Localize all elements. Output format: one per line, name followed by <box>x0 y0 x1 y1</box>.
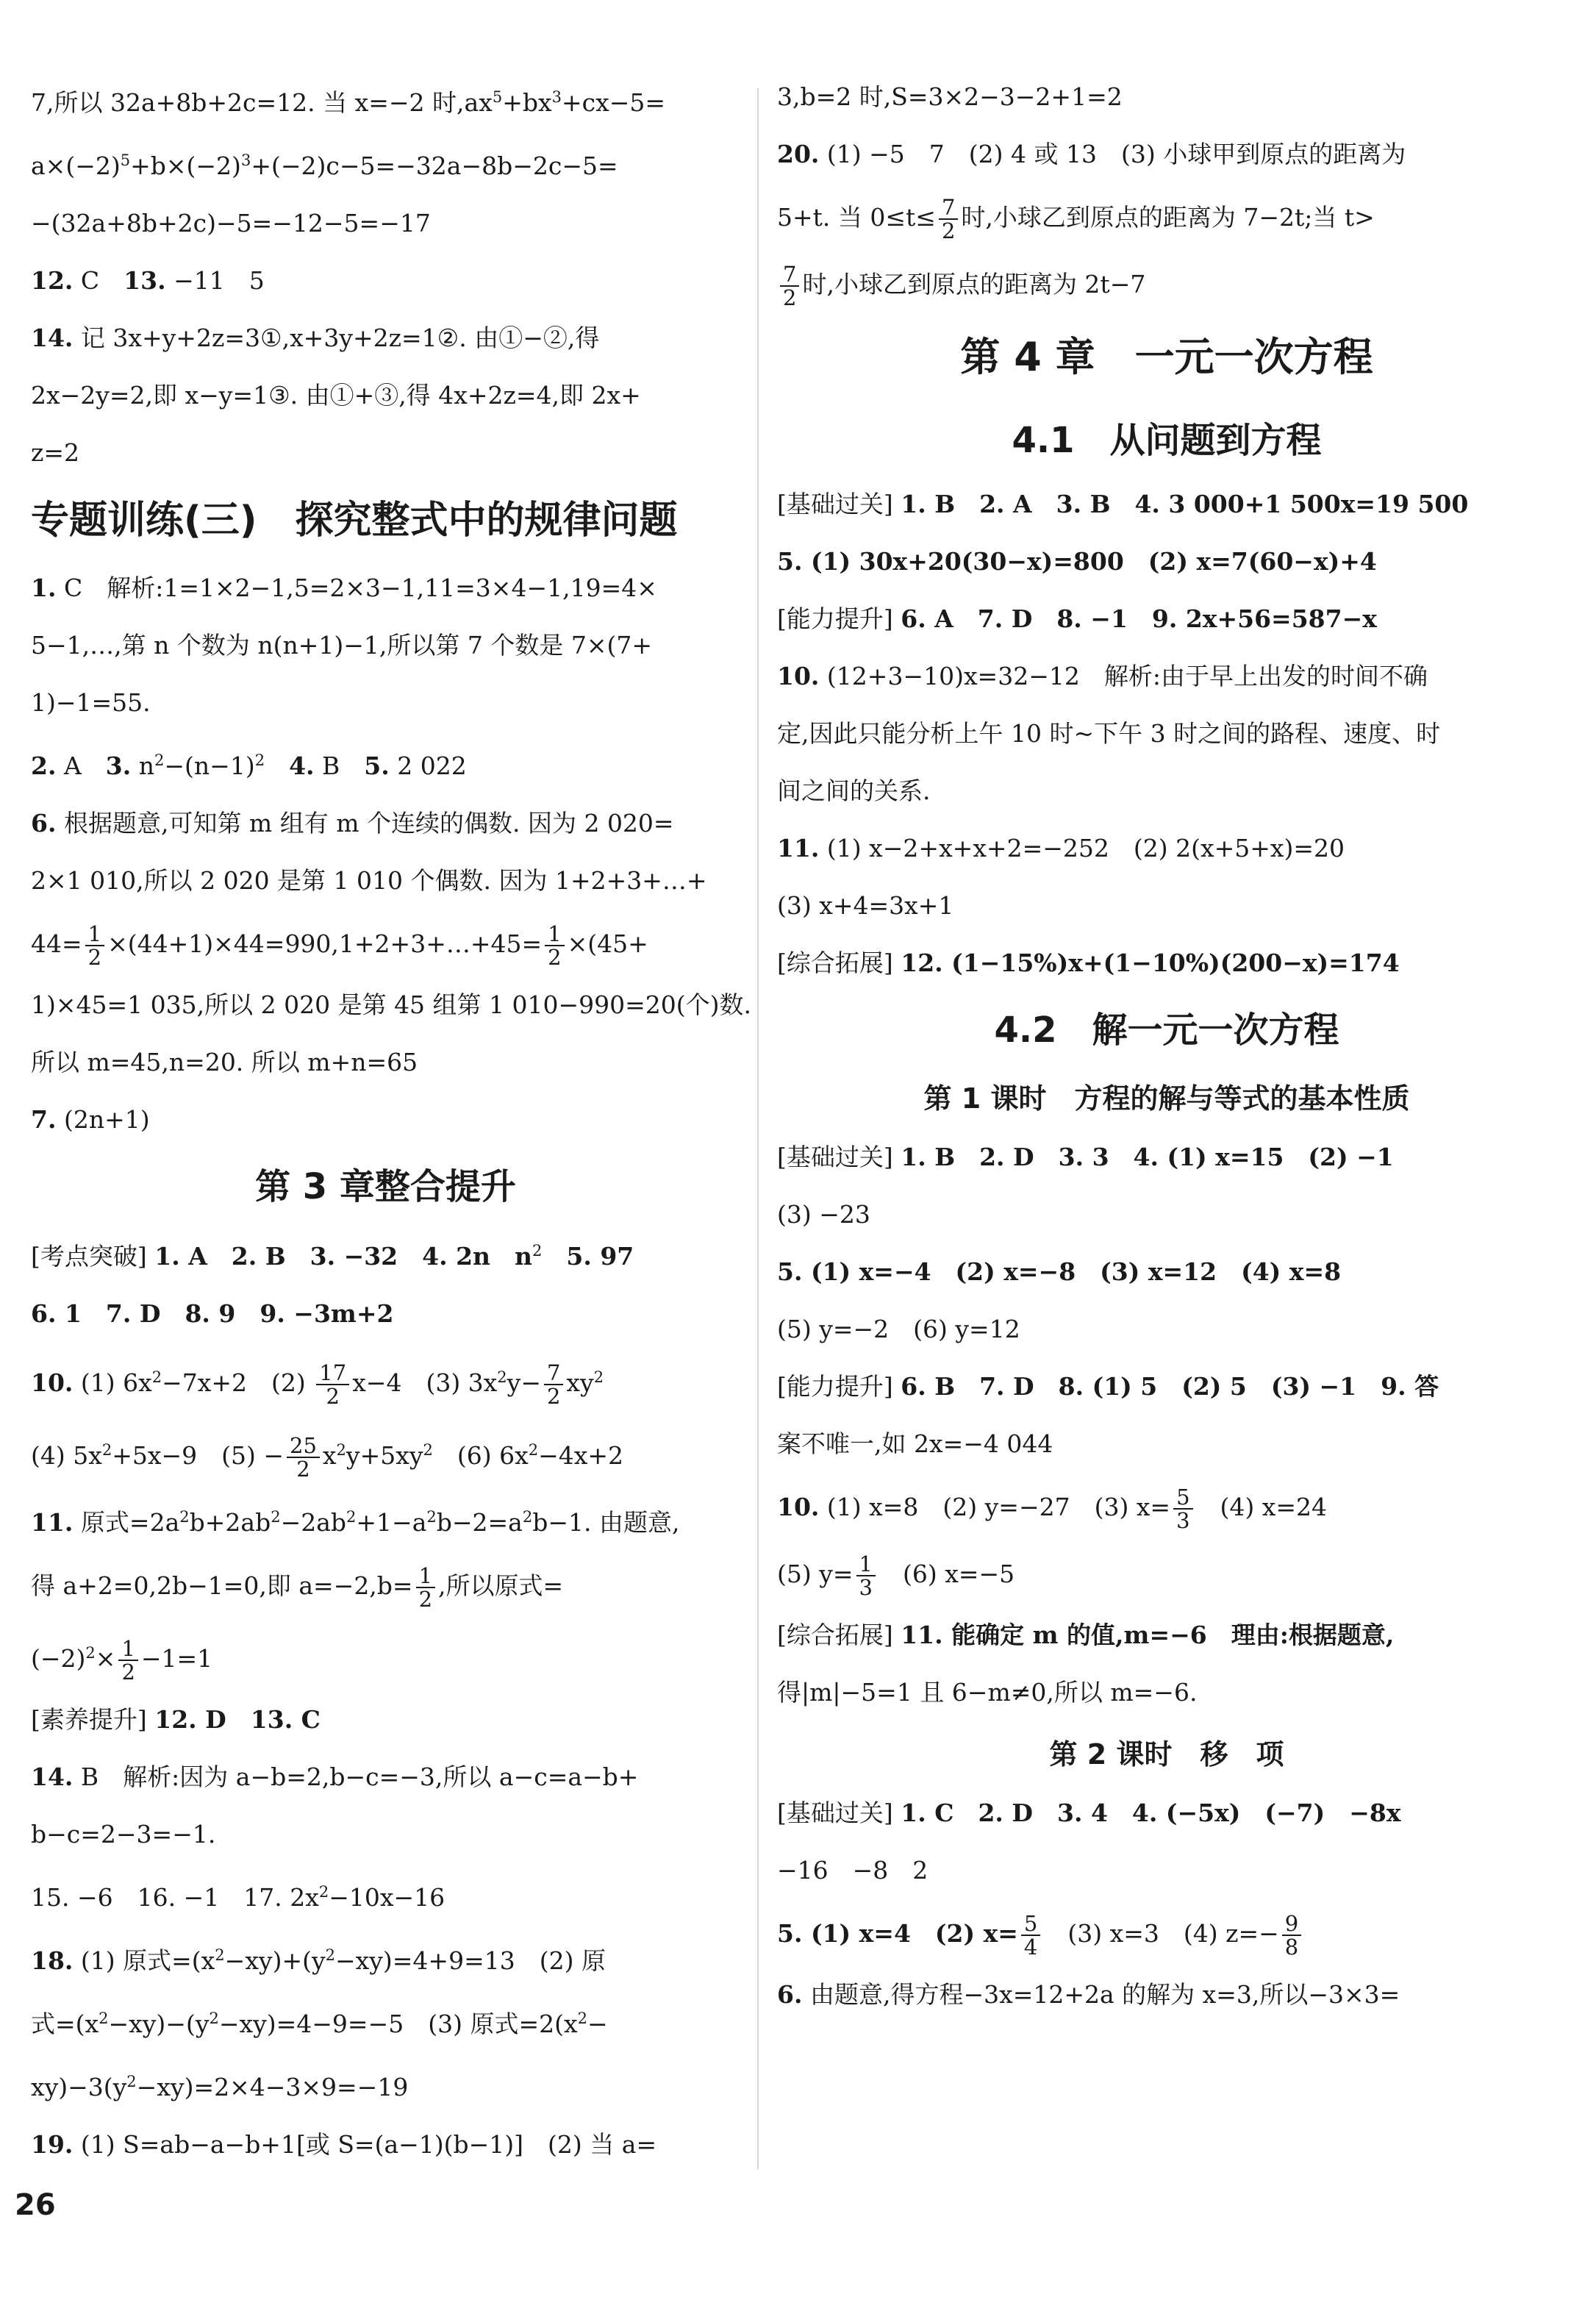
superscript: 3 <box>551 88 562 106</box>
text: (1) x=8 (2) y=−27 (3) x= <box>826 1493 1171 1521</box>
answer-line: 所以 m=45,n=20. 所以 m+n=65 <box>31 1048 418 1076</box>
text: (1) 原式=(x <box>80 1946 215 1975</box>
denominator: 8 <box>1284 1935 1299 1960</box>
superscript: 2 <box>254 751 265 769</box>
superscript: 2 <box>497 1368 507 1386</box>
numerator: 5 <box>1173 1486 1192 1510</box>
answer-line <box>777 1619 1556 1651</box>
text: (4) 5x <box>31 1441 102 1470</box>
answer: 6. B 7. D 8. (1) 5 (2) 5 (3) −1 9. 答 <box>901 1372 1439 1401</box>
text: −xy)−(y <box>108 2010 210 2038</box>
question-number: 2. <box>31 751 57 780</box>
answer-line: 1)×45=1 035,所以 2 020 是第 45 组第 1 010−990=20(个)数. <box>31 990 752 1019</box>
answer-line: −(32a+8b+2c)−5=−12−5=−17 <box>31 209 431 237</box>
question-number: 6. <box>31 809 57 837</box>
text: +5x−9 (5) − <box>112 1441 285 1470</box>
lesson-title: 第 2 课时 移 项 <box>1049 1738 1284 1771</box>
answer-line <box>777 262 1556 309</box>
answer-line <box>777 832 1556 865</box>
answer: 6. A 7. D 8. −1 9. 2x+56=587−x <box>901 604 1377 633</box>
topic-title: 专题训练(三) 探究整式中的规律问题 <box>31 499 678 543</box>
text: −xy)=4−9=−5 (3) 原式=2(x <box>218 2010 578 2038</box>
numerator: 1 <box>545 923 564 946</box>
text: (1) 6x <box>80 1368 152 1397</box>
answer-line: 定,因此只能分析上午 10 时~下午 3 时之间的路程、速度、时 <box>777 719 1441 748</box>
question-number: 10. <box>777 1493 820 1521</box>
answer-line: (3) x+4=3x+1 <box>777 891 954 920</box>
answer-line <box>31 744 740 782</box>
numerator: 9 <box>1282 1912 1301 1936</box>
text: y+5xy <box>346 1441 423 1470</box>
answer-line: 5. (1) 30x+20(30−x)=800 (2) x=7(60−x)+4 <box>777 547 1377 576</box>
question-number: 14. <box>31 1762 74 1791</box>
question-number: 20. <box>777 140 820 168</box>
text: (6) x=−5 <box>878 1560 1015 1588</box>
text: −xy)+(y <box>224 1946 326 1975</box>
answer-line <box>777 1797 1556 1829</box>
answer: 记 3x+y+2z=3①,x+3y+2z=1②. 由①−②,得 <box>80 324 600 352</box>
answer-line <box>31 1939 740 1977</box>
answer-line: 3,b=2 时,S=3×2−3−2+1=2 <box>777 82 1123 111</box>
question-number: 19. <box>31 2130 74 2159</box>
text: y− <box>507 1368 541 1397</box>
superscript: 2 <box>577 2010 587 2027</box>
text: a×(−2) <box>31 151 121 180</box>
denominator: 2 <box>326 1384 340 1409</box>
answer: 1. A 2. B 3. −32 4. 2n n <box>154 1242 533 1271</box>
fraction <box>287 1435 320 1480</box>
answer-line <box>777 1912 1556 1958</box>
numerator: 5 <box>1021 1912 1040 1936</box>
text: 44= <box>31 929 82 958</box>
answer-line <box>31 1761 740 1793</box>
superscript: 5 <box>492 88 503 106</box>
text: 7,所以 32a+8b+2c=12. 当 x=−2 时,ax <box>31 88 493 117</box>
answer-line <box>777 660 1556 693</box>
text: (−2) <box>31 1644 86 1673</box>
answer: n <box>138 751 155 780</box>
fraction <box>544 1362 563 1407</box>
answer-line: 2×1 010,所以 2 020 是第 1 010 个偶数. 因为 1+2+3+…+ <box>31 866 707 895</box>
section-tag: [考点突破] <box>31 1242 147 1271</box>
question-number: 13. <box>124 266 166 295</box>
superscript: 2 <box>423 1441 433 1459</box>
superscript: 2 <box>271 1508 281 1526</box>
question-number: 4. <box>289 751 315 780</box>
answer: 1. B 2. A 3. B 4. 3 000+1 500x=19 500 <box>901 490 1469 518</box>
question-number: 1. <box>31 574 57 602</box>
text: b+2ab <box>189 1508 271 1537</box>
text: ,所以原式= <box>438 1571 564 1600</box>
section-tag: [综合拓展] <box>777 1621 893 1649</box>
text: (3) x=3 (4) z=− <box>1043 1919 1279 1948</box>
text: x−4 (3) 3x <box>352 1368 498 1397</box>
text: (5) y= <box>777 1560 854 1588</box>
answer: 12. D 13. C <box>154 1705 321 1734</box>
answer: (1) x−2+x+x+2=−252 (2) 2(x+5+x)=20 <box>826 834 1345 862</box>
question-number: 18. <box>31 1946 74 1975</box>
answer-line <box>31 1355 740 1407</box>
fraction <box>1282 1912 1301 1958</box>
text: x <box>322 1441 337 1470</box>
superscript: 2 <box>325 1946 335 1964</box>
question-number: 6. <box>777 1980 803 2009</box>
answer-line <box>31 1428 740 1480</box>
section-tag: [综合拓展] <box>777 949 893 977</box>
answer-line <box>777 1371 1556 1403</box>
denominator: 2 <box>783 285 797 310</box>
answer-line: 5. (1) x=−4 (2) x=−8 (3) x=12 (4) x=8 <box>777 1257 1342 1286</box>
text: b−2=a <box>436 1508 523 1537</box>
page-number: 26 <box>15 2188 56 2222</box>
answer-line: 1)−1=55. <box>31 688 151 717</box>
superscript: 2 <box>99 2010 109 2027</box>
superscript: 2 <box>318 1883 329 1901</box>
fraction <box>1173 1486 1192 1532</box>
superscript: 2 <box>336 1441 346 1459</box>
text: (4) x=24 <box>1195 1493 1328 1521</box>
numerator: 1 <box>85 923 104 946</box>
text: 时,小球乙到原点的距离为 7−2t;当 t> <box>961 203 1375 232</box>
answer-line <box>31 922 740 968</box>
section-tag: [基础过关] <box>777 1143 893 1171</box>
section-title: 4.1 从问题到方程 <box>1012 420 1322 461</box>
answer: (1) −5 7 (2) 4 或 13 (3) 小球甲到原点的距离为 <box>826 140 1406 168</box>
answer: C 解析:1=1×2−1,5=2×3−1,11=3×4−1,19=4× <box>63 574 657 602</box>
text: (6) 6x <box>432 1441 529 1470</box>
question-number: 11. <box>777 834 820 862</box>
section-tag: [素养提升] <box>31 1705 147 1734</box>
section-tag: [能力提升] <box>777 604 893 633</box>
denominator: 2 <box>296 1457 310 1482</box>
text: −4x+2 <box>538 1441 623 1470</box>
text: xy <box>566 1368 594 1397</box>
answer: C <box>80 266 100 295</box>
answer-line <box>777 488 1556 521</box>
denominator: 2 <box>941 218 956 243</box>
text: ×(45+ <box>567 929 648 958</box>
numerator: 1 <box>856 1553 876 1576</box>
answer-line: −16 −8 2 <box>777 1856 928 1885</box>
answer-line: 5−1,…,第 n 个数为 n(n+1)−1,所以第 7 个数是 7×(7+ <box>31 631 653 660</box>
superscript: 3 <box>240 151 251 169</box>
denominator: 2 <box>87 945 102 970</box>
answer-line: (3) −23 <box>777 1200 870 1229</box>
text: 得 a+2=0,2b−1=0,即 a=−2,b= <box>31 1571 413 1600</box>
denominator: 2 <box>546 1384 561 1409</box>
chapter-title: 第 4 章 一元一次方程 <box>960 334 1373 380</box>
numerator: 1 <box>416 1565 435 1588</box>
answer-line: 2x−2y=2,即 x−y=1③. 由①+③,得 4x+2z=4,即 2x+ <box>31 381 641 410</box>
answer-line: 案不唯一,如 2x=−4 044 <box>777 1429 1053 1458</box>
answer-line <box>31 572 740 604</box>
numerator: 7 <box>544 1362 563 1385</box>
denominator: 2 <box>548 945 562 970</box>
answer-line <box>31 81 740 119</box>
text: 式=(x <box>31 2010 99 2038</box>
text: −7x+2 (2) <box>162 1368 314 1397</box>
answer: 1. B 2. D 3. 3 4. (1) x=15 (2) −1 <box>901 1143 1394 1171</box>
text: ×(44+1)×44=990,1+2+3+…+45= <box>107 929 543 958</box>
answer-line <box>31 1235 740 1273</box>
question-number: 3. <box>105 751 132 780</box>
answer: 12. (1−15%)x+(1−10%)(200−x)=174 <box>901 949 1400 977</box>
text: +1−a <box>356 1508 427 1537</box>
text: xy)−3(y <box>31 2073 127 2101</box>
question-number: 10. <box>777 662 820 690</box>
answer-line <box>31 1564 740 1610</box>
fraction <box>545 923 564 968</box>
answer-line <box>777 138 1556 171</box>
superscript: 2 <box>101 1441 112 1459</box>
numerator: 25 <box>287 1435 320 1458</box>
denominator: 2 <box>418 1587 433 1612</box>
answer-line: 得|m|−5=1 且 6−m≠0,所以 m=−6. <box>777 1678 1198 1707</box>
question-number: 11. <box>31 1508 74 1537</box>
answer-line <box>31 2065 740 2104</box>
superscript: 2 <box>209 2010 219 2027</box>
answer-line-14 <box>31 322 740 354</box>
answer-line <box>777 1485 1556 1532</box>
answer-line <box>31 144 740 182</box>
answer-line <box>777 603 1556 635</box>
left-column <box>31 81 752 2186</box>
superscript: 2 <box>528 1441 539 1459</box>
answer: 1. C 2. D 3. 4 4. (−5x) (−7) −8x <box>901 1799 1401 1827</box>
superscript: 5 <box>120 151 131 169</box>
fraction <box>416 1565 435 1610</box>
answer-line: b−c=2−3=−1. <box>31 1820 216 1849</box>
answer-line <box>777 947 1556 979</box>
numerator: 1 <box>118 1637 137 1661</box>
question-number: 10. <box>31 1368 74 1397</box>
answer-line <box>31 1104 740 1136</box>
fraction <box>939 196 958 242</box>
superscript: 2 <box>346 1508 357 1526</box>
answer-line <box>777 1552 1556 1599</box>
answer-line <box>777 1979 1556 2011</box>
text: −2ab <box>280 1508 347 1537</box>
answer: −11 5 <box>173 266 265 295</box>
numerator: 17 <box>316 1362 349 1385</box>
text: +(−2)c−5=−32a−8b−2c−5= <box>251 151 618 180</box>
answer-line <box>31 807 740 840</box>
answer: (2n+1) <box>63 1105 150 1134</box>
answer: 根据题意,可知第 m 组有 m 个连续的偶数. 因为 2 020= <box>63 809 674 837</box>
answer: A <box>63 751 82 780</box>
answer: B 解析:因为 a−b=2,b−c=−3,所以 a−c=a−b+ <box>80 1762 639 1791</box>
answer: 15. −6 16. −1 17. 2x <box>31 1883 319 1912</box>
answer-line <box>31 1876 740 1914</box>
answer: −(n−1) <box>164 751 255 780</box>
answer-line: 6. 1 7. D 8. 9 9. −3m+2 <box>31 1299 394 1328</box>
question-number: 7. <box>31 1105 57 1134</box>
superscript: 2 <box>215 1946 225 1964</box>
fraction <box>85 923 104 968</box>
denominator: 2 <box>121 1660 135 1685</box>
answer-line <box>31 1631 740 1683</box>
text: −xy)=4+9=13 (2) 原 <box>335 1946 606 1975</box>
superscript: 2 <box>154 751 165 769</box>
question-number: 14. <box>31 324 74 352</box>
superscript: 2 <box>593 1368 604 1386</box>
answer-line: (5) y=−2 (6) y=12 <box>777 1315 1020 1343</box>
answer-line <box>31 1501 740 1539</box>
text: +bx <box>502 88 552 117</box>
text: +b×(−2) <box>130 151 241 180</box>
answer-line: z=2 <box>31 438 80 467</box>
right-column <box>777 81 1556 2036</box>
answer: (12+3−10)x=32−12 解析:由于早上出发的时间不确 <box>826 662 1428 690</box>
superscript: 2 <box>426 1508 437 1526</box>
question-number: 12. <box>31 266 74 295</box>
superscript: 2 <box>532 1242 543 1260</box>
chapter-review-title: 第 3 章整合提升 <box>255 1166 516 1207</box>
superscript: 2 <box>126 2073 137 2090</box>
text: × <box>95 1644 116 1673</box>
lesson-title: 第 1 课时 方程的解与等式的基本性质 <box>923 1082 1410 1115</box>
answer-line <box>777 1141 1556 1174</box>
fraction <box>316 1362 349 1407</box>
denominator: 4 <box>1023 1935 1038 1960</box>
column-divider <box>757 88 759 2169</box>
text: 5. (1) x=4 (2) x= <box>777 1919 1018 1948</box>
text: −xy)=2×4−3×9=−19 <box>136 2073 409 2101</box>
section-tag: [能力提升] <box>777 1372 893 1401</box>
answer: −10x−16 <box>329 1883 445 1912</box>
fraction <box>856 1553 876 1599</box>
answer-line-12-13 <box>31 265 740 297</box>
superscript: 2 <box>85 1644 96 1662</box>
answer-line <box>777 196 1556 242</box>
text: 时,小球乙到原点的距离为 2t−7 <box>802 270 1146 299</box>
text: +cx−5= <box>561 88 666 117</box>
fraction <box>118 1637 137 1683</box>
section-title: 4.2 解一元一次方程 <box>994 1010 1339 1051</box>
numerator: 7 <box>939 196 958 220</box>
text: 5+t. 当 0≤t≤ <box>777 203 936 232</box>
answer: 5. 97 <box>542 1242 634 1271</box>
text: 原式=2a <box>80 1508 180 1537</box>
text: b−1. 由题意, <box>532 1508 680 1537</box>
section-tag: [基础过关] <box>777 490 893 518</box>
text: − <box>587 2010 608 2038</box>
answer: 2 022 <box>397 751 467 780</box>
answer-line <box>31 2002 740 2040</box>
text: −1=1 <box>140 1644 213 1673</box>
denominator: 3 <box>859 1575 873 1600</box>
answer-line <box>31 2129 740 2161</box>
answer: 11. 能确定 m 的值,m=−6 理由:根据题意, <box>901 1621 1395 1649</box>
superscript: 2 <box>179 1508 190 1526</box>
denominator: 3 <box>1176 1508 1190 1533</box>
answer: B <box>322 751 340 780</box>
section-tag: [基础过关] <box>777 1799 893 1827</box>
answer: (1) S=ab−a−b+1[或 S=(a−1)(b−1)] (2) 当 a= <box>80 2130 657 2159</box>
numerator: 7 <box>780 263 799 287</box>
fraction <box>1021 1912 1040 1958</box>
fraction <box>780 263 799 309</box>
superscript: 2 <box>522 1508 533 1526</box>
answer-line <box>31 1704 740 1736</box>
answer-line: 间之间的关系. <box>777 776 931 805</box>
question-number: 5. <box>364 751 390 780</box>
answer: 由题意,得方程−3x=12+2a 的解为 x=3,所以−3×3= <box>809 1980 1400 2009</box>
superscript: 2 <box>151 1368 162 1386</box>
